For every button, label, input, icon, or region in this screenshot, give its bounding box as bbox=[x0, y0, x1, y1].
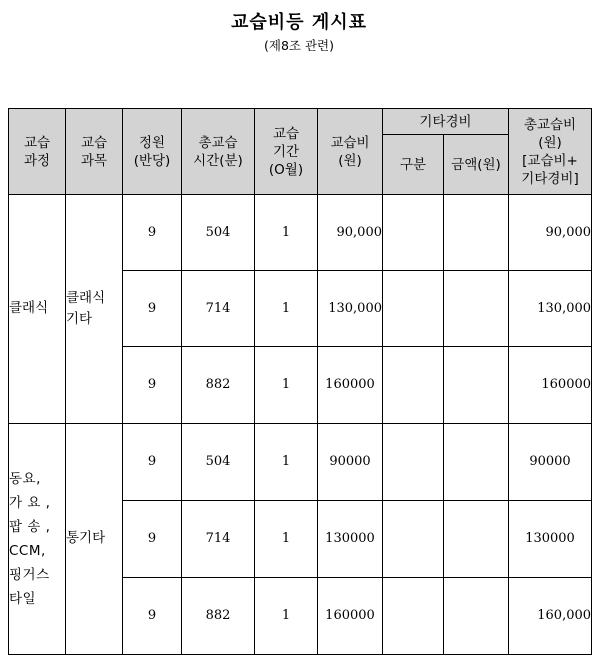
header-subject: 교습 과목 bbox=[66, 109, 123, 195]
other-amount-cell bbox=[444, 271, 509, 347]
other-amount-cell bbox=[444, 423, 509, 500]
period-cell: 1 bbox=[255, 500, 318, 577]
other-type-cell bbox=[383, 195, 444, 271]
header-other-amount: 금액(원) bbox=[444, 135, 509, 195]
minutes-cell: 714 bbox=[182, 271, 255, 347]
capacity-cell: 9 bbox=[123, 271, 182, 347]
table-row bbox=[9, 423, 592, 500]
capacity-cell: 9 bbox=[123, 577, 182, 654]
capacity-cell: 9 bbox=[123, 347, 182, 423]
subject-cell: 통기타 bbox=[66, 423, 123, 654]
other-type-cell bbox=[383, 271, 444, 347]
total-cell: 130,000 bbox=[509, 271, 592, 347]
other-amount-cell bbox=[444, 347, 509, 423]
total-cell: 90000 bbox=[509, 423, 592, 500]
other-type-cell bbox=[383, 500, 444, 577]
subject-cell: 클래식 기타 bbox=[66, 195, 123, 423]
capacity-cell: 9 bbox=[123, 195, 182, 271]
header-total-hours: 총교습 시간(분) bbox=[182, 109, 255, 195]
fee-cell: 90000 bbox=[318, 423, 383, 500]
other-amount-cell bbox=[444, 195, 509, 271]
fee-cell: 160000 bbox=[318, 347, 383, 423]
page-subtitle: (제8조 관련) bbox=[264, 38, 334, 53]
minutes-cell: 504 bbox=[182, 195, 255, 271]
total-cell: 160,000 bbox=[509, 577, 592, 654]
course-cell: 클래식 bbox=[9, 195, 66, 423]
other-type-cell bbox=[383, 577, 444, 654]
header-course: 교습 과정 bbox=[9, 109, 66, 195]
fee-cell: 130000 bbox=[318, 500, 383, 577]
period-cell: 1 bbox=[255, 195, 318, 271]
minutes-cell: 504 bbox=[182, 423, 255, 500]
minutes-cell: 714 bbox=[182, 500, 255, 577]
capacity-cell: 9 bbox=[123, 423, 182, 500]
header-row-1 bbox=[9, 109, 592, 135]
fee-cell: 90,000 bbox=[318, 195, 383, 271]
header-other-expenses: 기타경비 bbox=[383, 109, 509, 135]
total-cell: 130000 bbox=[509, 500, 592, 577]
period-cell: 1 bbox=[255, 423, 318, 500]
capacity-cell: 9 bbox=[123, 500, 182, 577]
other-type-cell bbox=[383, 423, 444, 500]
fee-cell: 160000 bbox=[318, 577, 383, 654]
total-cell: 90,000 bbox=[509, 195, 592, 271]
other-type-cell bbox=[383, 347, 444, 423]
minutes-cell: 882 bbox=[182, 347, 255, 423]
other-amount-cell bbox=[444, 500, 509, 577]
table-row bbox=[9, 195, 592, 271]
period-cell: 1 bbox=[255, 271, 318, 347]
course-cell: 동요, 가 요 , 팝 송 , CCM, 핑거스 타일 bbox=[9, 423, 66, 654]
header-other-type: 구분 bbox=[383, 135, 444, 195]
minutes-cell: 882 bbox=[182, 577, 255, 654]
fee-table bbox=[8, 108, 592, 655]
header-fee: 교습비 (원) bbox=[318, 109, 383, 195]
header-capacity: 정원 (반당) bbox=[123, 109, 182, 195]
other-amount-cell bbox=[444, 577, 509, 654]
header-total-fee: 총교습비 (원) [교습비+ 기타경비] bbox=[509, 109, 592, 195]
period-cell: 1 bbox=[255, 347, 318, 423]
period-cell: 1 bbox=[255, 577, 318, 654]
header-period: 교습 기간 (O월) bbox=[255, 109, 318, 195]
page-title: 교습비등 게시표 bbox=[231, 12, 367, 33]
total-cell: 160000 bbox=[509, 347, 592, 423]
fee-cell: 130,000 bbox=[318, 271, 383, 347]
